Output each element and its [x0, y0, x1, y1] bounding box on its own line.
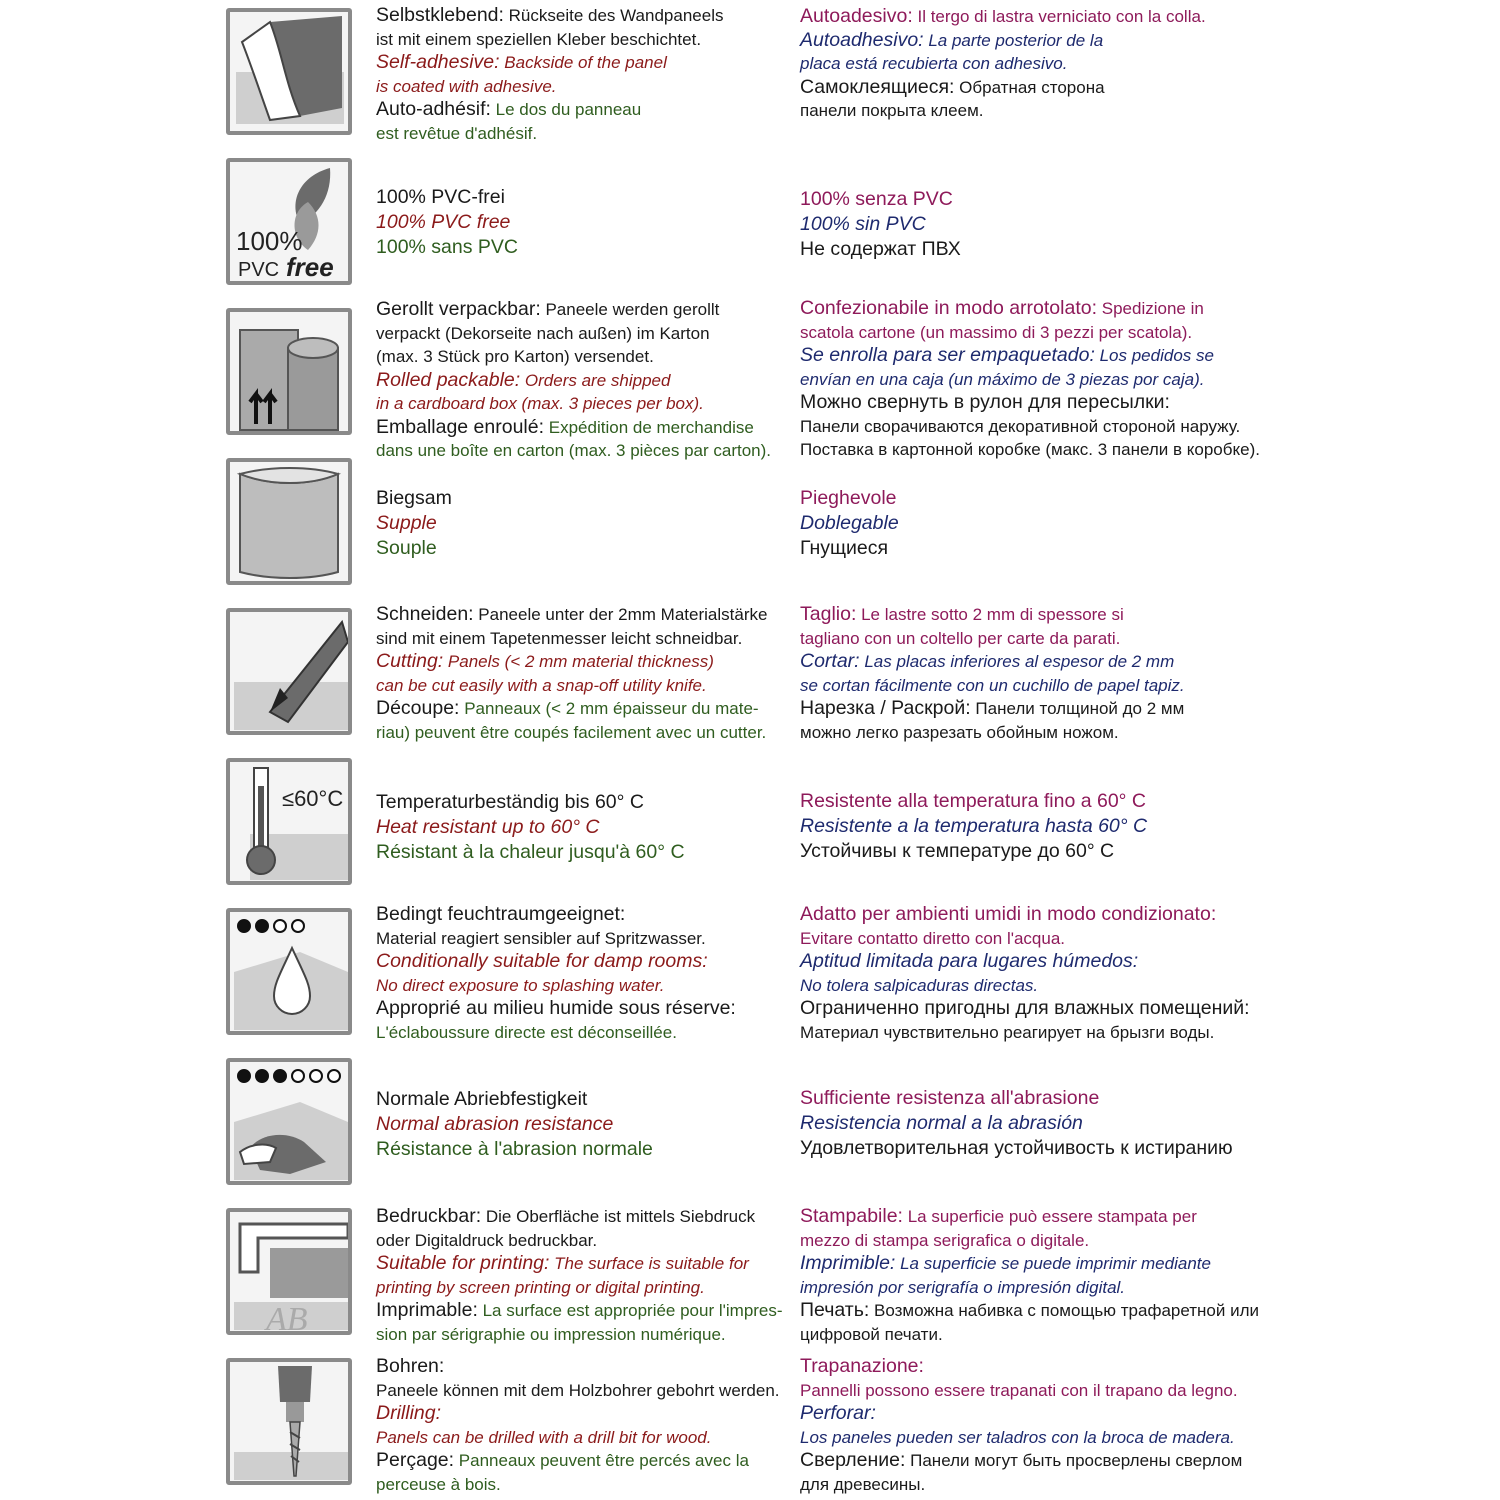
feature-heading: Trapanazione:	[800, 1355, 924, 1377]
feature-heading: Можно свернуть в рулон для пересылки:	[800, 391, 1170, 413]
feature-heading: Conditionally suitable for damp rooms:	[376, 950, 708, 972]
feature-description: Expédition de merchandise	[544, 417, 754, 437]
water-drop-icon	[226, 908, 352, 1035]
feature-heading: Self-adhesive:	[376, 51, 500, 73]
text-line-ru	[800, 76, 1270, 100]
text-line-fr: L'éclaboussure directe est déconseillée.	[376, 1022, 677, 1042]
text-line-es	[800, 650, 1270, 674]
feature-text-left	[376, 903, 796, 1044]
text-line-it: mezzo di stampa serigrafica o digitale.	[800, 1230, 1090, 1250]
feature-heading: Imprimible:	[800, 1252, 896, 1274]
feature-description: The surface is suitable for	[549, 1254, 749, 1273]
text-line-de: oder Digitaldruck bedruckbar.	[376, 1230, 598, 1250]
text-line-es	[800, 344, 1270, 368]
text-line-ru	[800, 997, 1270, 1021]
feature-description: Le dos du panneau	[490, 100, 642, 119]
feature-description: La superficie può essere stampata per	[902, 1207, 1197, 1226]
text-line-de: Material reagiert sensibler auf Spritzwasser.	[376, 928, 706, 948]
text-line-es	[800, 950, 1270, 974]
rating-dot-filled	[256, 920, 268, 932]
text-line-es: Resistencia normal a la abrasión	[800, 1112, 1083, 1134]
feature-text-right	[800, 5, 1270, 123]
feature-heading: Autoadesivo:	[800, 5, 913, 27]
text-line-it	[800, 297, 1270, 321]
feature-description: Обратная сторона	[954, 77, 1105, 97]
feature-description: Возможна набивка с помощью трафаретной или	[869, 1301, 1260, 1320]
text-line-it	[800, 1205, 1270, 1229]
rolled-box-icon	[226, 308, 352, 435]
rating-dot-filled	[256, 1070, 268, 1082]
text-line-es	[800, 1252, 1270, 1276]
text-line-ru: Удовлетворительная устойчивость к истиранию	[800, 1137, 1233, 1159]
feature-text-left	[376, 603, 796, 744]
rating-dot-filled	[238, 1070, 250, 1082]
text-line-en: Heat resistant up to 60° C	[376, 816, 600, 838]
text-line-en	[376, 1402, 796, 1426]
text-line-it: Evitare contatto diretto con l'acqua.	[800, 928, 1066, 948]
feature-description: Las placas inferiores al espesor de 2 mm	[859, 652, 1175, 671]
text-line-en	[376, 369, 796, 393]
text-line-de	[376, 603, 796, 627]
feature-heading: Cortar:	[800, 650, 860, 672]
text-line-de: Biegsam	[376, 487, 452, 509]
text-line-de: sind mit einem Tapetenmesser leicht schneidbar.	[376, 628, 743, 648]
feature-text-left	[376, 1205, 796, 1346]
text-line-fr	[376, 1449, 796, 1473]
text-line-fr: est revêtue d'adhésif.	[376, 123, 538, 143]
feature-description: Панели толщиной до 2 мм	[970, 699, 1185, 718]
thermometer-icon	[226, 758, 352, 885]
feature-heading: Découpe:	[376, 697, 460, 719]
text-line-fr: perceuse à bois.	[376, 1474, 501, 1494]
feature-heading: Schneiden:	[376, 603, 474, 625]
drill-icon	[226, 1358, 352, 1485]
feature-text-left	[376, 298, 796, 463]
self-adhesive-icon	[226, 8, 352, 135]
text-line-de: (max. 3 Stück pro Karton) versendet.	[376, 347, 654, 366]
text-line-de: ist mit einem speziellen Kleber beschichtet.	[376, 29, 702, 49]
feature-heading: Rolled packable:	[376, 368, 521, 391]
feature-text-right	[800, 1205, 1270, 1346]
text-line-en	[376, 950, 796, 974]
text-line-de: Temperaturbeständig bis 60° C	[376, 791, 644, 813]
text-line-en: printing by screen printing or digital printing.	[376, 1277, 705, 1297]
feature-text-left	[376, 185, 796, 260]
feature-heading: Suitable for printing:	[376, 1252, 550, 1274]
feature-heading: Bohren:	[376, 1355, 445, 1377]
feature-heading: Самоклеящиеся:	[800, 75, 955, 98]
printing-icon	[226, 1208, 352, 1335]
feature-text-left	[376, 4, 796, 145]
feature-text-right	[800, 1355, 1270, 1496]
text-line-fr	[376, 416, 796, 440]
feature-heading: Emballage enroulé:	[376, 415, 545, 438]
text-line-fr: sion par sérigraphie ou impression numérique.	[376, 1324, 726, 1344]
rating-dot-empty	[328, 1070, 340, 1082]
text-line-it	[800, 903, 1270, 927]
text-line-ru	[800, 1299, 1270, 1323]
text-line-ru: панели покрыта клеем.	[800, 101, 984, 120]
text-line-it: Sufficiente resistenza all'abrasione	[800, 1087, 1100, 1109]
feature-text-right	[800, 297, 1270, 462]
feature-heading: Ограниченно пригодны для влажных помещений:	[800, 997, 1250, 1019]
icon-text-letters: AB	[266, 1301, 308, 1331]
text-line-es: No tolera salpicaduras directas.	[800, 975, 1039, 995]
feature-description: Il tergo di lastra verniciato con la colla.	[912, 7, 1206, 26]
feature-heading: Adatto per ambienti umidi in modo condizionato:	[800, 903, 1217, 925]
text-line-de	[376, 903, 796, 927]
text-line-it	[800, 603, 1270, 627]
feature-heading: Perforar:	[800, 1402, 876, 1424]
feature-heading: Imprimable:	[376, 1299, 478, 1321]
rating-dot-empty	[292, 920, 304, 932]
rating-dot-filled	[274, 1070, 286, 1082]
feature-text-left	[376, 1355, 796, 1496]
text-line-ru: Не содержат ПВХ	[800, 238, 961, 260]
feature-description: Панели могут быть просверлены сверлом	[905, 1451, 1243, 1470]
feature-description: Paneele werden gerollt	[540, 300, 720, 319]
feature-heading: Aptitud limitada para lugares húmedos:	[800, 950, 1139, 972]
text-line-it: tagliano con un coltello per carte da parati.	[800, 628, 1121, 648]
text-line-de: Normale Abriebfestigkeit	[376, 1088, 588, 1110]
text-line-de	[376, 1355, 796, 1379]
feature-description: Die Oberfläche ist mittels Siebdruck	[481, 1207, 756, 1226]
feature-text-right	[800, 603, 1270, 744]
icon-text-percent: 100%	[236, 226, 303, 256]
feature-heading: Taglio:	[800, 603, 857, 625]
feature-description: Le lastre sotto 2 mm di spessore si	[856, 605, 1124, 624]
feature-heading: Bedingt feuchtraumgeeignet:	[376, 903, 626, 925]
rating-dot-empty	[310, 1070, 322, 1082]
text-line-fr	[376, 1299, 796, 1323]
text-line-it: scatola cartone (un massimo di 3 pezzi per scatola).	[800, 322, 1193, 342]
text-line-fr: Résistance à l'abrasion normale	[376, 1138, 653, 1160]
text-line-ru: Устойчивы к температуре до 60° C	[800, 840, 1115, 862]
feature-description: Panels (< 2 mm material thickness)	[443, 652, 714, 671]
text-line-fr: 100% sans PVC	[376, 236, 518, 258]
text-line-it: 100% senza PVC	[800, 188, 953, 210]
icon-text-temperature: ≤60°C	[282, 786, 344, 811]
feature-description: La surface est appropriée pour l'impres-	[477, 1301, 783, 1320]
pvc-free-leaf-icon	[226, 158, 352, 285]
text-line-fr: riau) peuvent être coupés facilement avec un cutter.	[376, 722, 767, 742]
feature-heading: Stampabile:	[800, 1205, 903, 1227]
feature-text-left	[376, 790, 796, 865]
feature-text-left	[376, 1087, 796, 1162]
text-line-de	[376, 4, 796, 28]
text-line-en: 100% PVC free	[376, 211, 511, 233]
feature-heading: Drilling:	[376, 1402, 442, 1424]
feature-heading: Gerollt verpackbar:	[376, 298, 541, 320]
text-line-ru: Гнущиеся	[800, 537, 889, 559]
feature-heading: Selbstklebend:	[376, 4, 504, 26]
text-line-en: can be cut easily with a snap-off utility knife.	[376, 675, 707, 695]
text-line-en: Supple	[376, 512, 437, 534]
text-line-ru	[800, 391, 1270, 415]
text-line-es	[800, 1402, 1270, 1426]
text-line-es: 100% sin PVC	[800, 213, 926, 235]
feature-description: Paneele unter der 2mm Materialstärke	[473, 605, 768, 624]
text-line-es: Resistente a la temperatura hasta 60° C	[800, 815, 1148, 837]
feature-text-right	[800, 903, 1270, 1044]
text-line-ru	[800, 1449, 1270, 1473]
text-line-en	[376, 51, 796, 75]
text-line-en	[376, 650, 796, 674]
text-line-en: in a cardboard box (max. 3 pieces per box).	[376, 394, 704, 413]
text-line-en: Panels can be drilled with a drill bit for wood.	[376, 1427, 712, 1447]
feature-heading: Auto-adhésif:	[376, 98, 491, 120]
text-line-fr	[376, 98, 796, 122]
feature-heading: Perçage:	[376, 1449, 455, 1471]
text-line-fr: Souple	[376, 537, 437, 559]
text-line-ru: Материал чувствительно реагирует на брызги воды.	[800, 1022, 1215, 1042]
feature-description: Orders are shipped	[520, 370, 671, 390]
text-line-it	[800, 1355, 1270, 1379]
feature-heading: Cutting:	[376, 650, 444, 672]
feature-description: La superficie se puede imprimir mediante	[895, 1254, 1211, 1273]
text-line-es: Los paneles pueden ser taladros con la broca de madera.	[800, 1427, 1235, 1447]
text-line-es: envían en una caja (un máximo de 3 piezas por caja).	[800, 369, 1205, 389]
text-line-en: Normal abrasion resistance	[376, 1113, 614, 1135]
feature-heading: Se enrolla para ser empaquetado:	[800, 344, 1095, 366]
cutter-knife-icon	[226, 608, 352, 735]
text-line-ru: Поставка в картонной коробке (макс. 3 панели в коробке).	[800, 440, 1260, 459]
feature-text-right	[800, 789, 1270, 864]
text-line-en	[376, 1252, 796, 1276]
text-line-es: se cortan fácilmente con un cuchillo de papel tapiz.	[800, 675, 1185, 695]
rating-dot-empty	[292, 1070, 304, 1082]
feature-description: La parte posterior de la	[923, 30, 1104, 50]
feature-description: Backside of the panel	[499, 53, 667, 72]
text-line-es: impresión por serigrafía o impresión digital.	[800, 1277, 1126, 1297]
feature-heading: Нарезка / Раскрой:	[800, 697, 971, 719]
feature-description: Spedizione in	[1097, 299, 1204, 318]
text-line-en: No direct exposure to splashing water.	[376, 975, 665, 995]
text-line-ru: для древесины.	[800, 1474, 926, 1494]
feature-heading: Autoadhesivo:	[800, 28, 924, 51]
text-line-es	[800, 29, 1270, 53]
feature-description: Panneaux (< 2 mm épaisseur du mate-	[459, 699, 759, 718]
icon-text-pvc: PVC	[238, 259, 280, 281]
feature-heading: Сверление:	[800, 1449, 906, 1471]
feature-description: Rückseite des Wandpaneels	[503, 6, 724, 25]
text-line-de: verpackt (Dekorseite nach außen) im Karton	[376, 323, 710, 343]
feature-description: Los pedidos se	[1094, 346, 1214, 365]
text-line-de: 100% PVC-frei	[376, 186, 505, 208]
feature-description: Panneaux peuvent être percés avec la	[454, 1451, 749, 1470]
text-line-ru: цифровой печати.	[800, 1324, 943, 1344]
text-line-ru	[800, 697, 1270, 721]
text-line-en: is coated with adhesive.	[376, 76, 557, 96]
text-line-fr: Résistant à la chaleur jusqu'à 60° C	[376, 841, 685, 863]
feature-text-right	[800, 187, 1270, 262]
text-line-ru: Панели сворачиваются декоративной стороной наружу.	[800, 416, 1241, 436]
text-line-it: Pieghevole	[800, 487, 897, 509]
text-line-de	[376, 1205, 796, 1229]
text-line-fr	[376, 697, 796, 721]
feature-heading: Bedruckbar:	[376, 1205, 482, 1227]
text-line-it: Resistente alla temperatura fino a 60° C	[800, 790, 1146, 812]
text-line-de: Paneele können mit dem Holzbohrer gebohrt werden.	[376, 1380, 780, 1400]
feature-heading: Confezionabile in modo arrotolato:	[800, 297, 1098, 319]
feature-heading: Approprié au milieu humide sous réserve:	[376, 997, 736, 1019]
rating-dot-empty	[274, 920, 286, 932]
feature-text-right	[800, 1086, 1270, 1161]
text-line-ru: можно легко разрезать обойным ножом.	[800, 722, 1119, 742]
feature-text-right	[800, 486, 1270, 561]
text-line-it: Pannelli possono essere trapanati con il trapano da legno.	[800, 1380, 1238, 1400]
text-line-it	[800, 5, 1270, 29]
text-line-fr: dans une boîte en carton (max. 3 pièces par carton).	[376, 441, 772, 460]
rating-dot-filled	[238, 920, 250, 932]
abrasion-hand-icon	[226, 1058, 352, 1185]
flexible-sheet-icon	[226, 458, 352, 585]
text-line-de	[376, 298, 796, 322]
text-line-es: placa está recubierta con adhesivo.	[800, 54, 1068, 73]
feature-heading: Печать:	[800, 1299, 870, 1321]
feature-text-left	[376, 486, 796, 561]
text-line-es: Doblegable	[800, 512, 899, 534]
icon-text-free: free	[286, 252, 334, 281]
text-line-fr	[376, 997, 796, 1021]
